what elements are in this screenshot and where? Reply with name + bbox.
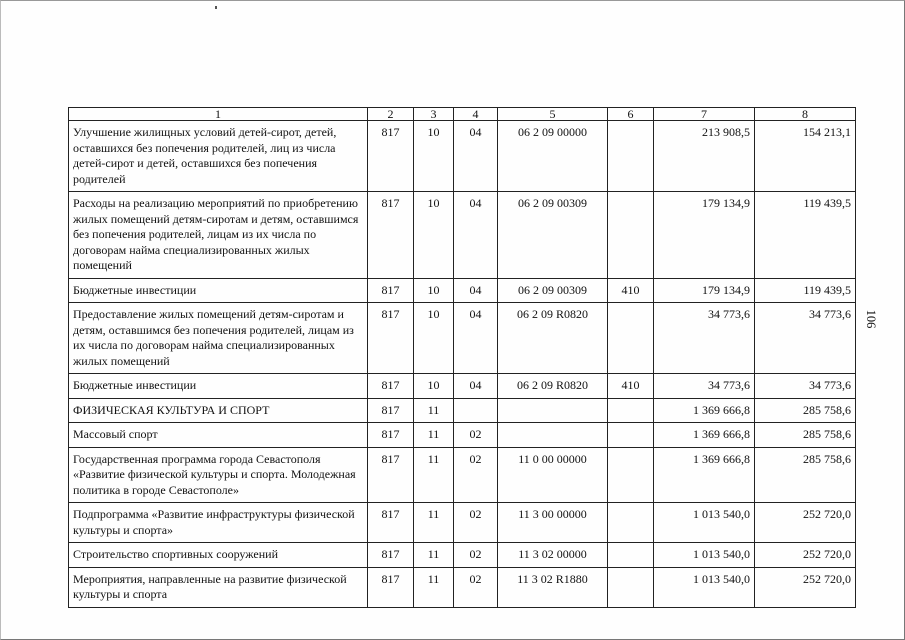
row-ministry-code: 817 — [368, 543, 414, 568]
row-expense-type — [608, 567, 654, 607]
row-expense-type — [608, 192, 654, 279]
table-row — [69, 423, 856, 448]
page-number: 106 — [864, 309, 878, 329]
row-subsection: 02 — [454, 543, 498, 568]
table-row — [69, 121, 856, 192]
row-name: Подпрограмма «Развитие инфраструктуры физической культуры и спорта» — [69, 503, 368, 543]
row-amount-1: 1 369 666,8 — [654, 398, 755, 423]
row-amount-1: 1 013 540,0 — [654, 543, 755, 568]
row-target-article — [498, 423, 608, 448]
row-name: Государственная программа города Севастополя «Развитие физической культуры и спорта. Молодежная политика в городе Севастополе» — [69, 447, 368, 503]
header-row — [69, 108, 856, 121]
table-row — [69, 303, 856, 374]
row-section: 10 — [414, 192, 454, 279]
table-row — [69, 567, 856, 607]
header-col-6: 6 — [608, 108, 654, 121]
header-col-4: 4 — [454, 108, 498, 121]
row-expense-type — [608, 121, 654, 192]
row-amount-2: 252 720,0 — [755, 567, 856, 607]
table-row — [69, 374, 856, 399]
row-name: Бюджетные инвестиции — [69, 278, 368, 303]
row-target-article: 11 3 02 R1880 — [498, 567, 608, 607]
row-amount-2: 34 773,6 — [755, 303, 856, 374]
table-body — [69, 121, 856, 608]
header-col-1: 1 — [69, 108, 368, 121]
row-subsection — [454, 398, 498, 423]
row-subsection: 02 — [454, 567, 498, 607]
header-col-2: 2 — [368, 108, 414, 121]
row-subsection: 04 — [454, 303, 498, 374]
budget-table — [68, 107, 856, 608]
row-target-article — [498, 398, 608, 423]
table-row — [69, 503, 856, 543]
table-row — [69, 447, 856, 503]
header-col-8: 8 — [755, 108, 856, 121]
row-amount-2: 252 720,0 — [755, 503, 856, 543]
row-amount-2: 252 720,0 — [755, 543, 856, 568]
row-subsection: 02 — [454, 447, 498, 503]
row-amount-1: 34 773,6 — [654, 303, 755, 374]
row-ministry-code: 817 — [368, 303, 414, 374]
row-name: ФИЗИЧЕСКАЯ КУЛЬТУРА И СПОРТ — [69, 398, 368, 423]
row-amount-1: 179 134,9 — [654, 192, 755, 279]
row-amount-1: 213 908,5 — [654, 121, 755, 192]
row-section: 11 — [414, 447, 454, 503]
row-expense-type — [608, 303, 654, 374]
row-target-article: 06 2 09 00309 — [498, 278, 608, 303]
row-amount-1: 1 369 666,8 — [654, 447, 755, 503]
row-section: 10 — [414, 121, 454, 192]
row-ministry-code: 817 — [368, 121, 414, 192]
row-target-article: 06 2 09 R0820 — [498, 303, 608, 374]
header-col-7: 7 — [654, 108, 755, 121]
row-amount-2: 119 439,5 — [755, 278, 856, 303]
row-name: Мероприятия, направленные на развитие физической культуры и спорта — [69, 567, 368, 607]
row-ministry-code: 817 — [368, 398, 414, 423]
header-col-3: 3 — [414, 108, 454, 121]
row-ministry-code: 817 — [368, 423, 414, 448]
row-name: Бюджетные инвестиции — [69, 374, 368, 399]
row-name: Улучшение жилищных условий детей-сирот, детей, оставшихся без попечения родителей, лиц из числа детей-сирот и детей, оставшихся без попечения родителей — [69, 121, 368, 192]
header-col-5: 5 — [498, 108, 608, 121]
row-ministry-code: 817 — [368, 503, 414, 543]
row-expense-type — [608, 447, 654, 503]
row-subsection: 04 — [454, 192, 498, 279]
row-target-article: 06 2 09 R0820 — [498, 374, 608, 399]
row-amount-1: 179 134,9 — [654, 278, 755, 303]
row-subsection: 04 — [454, 278, 498, 303]
row-amount-2: 34 773,6 — [755, 374, 856, 399]
row-amount-2: 285 758,6 — [755, 447, 856, 503]
row-name: Строительство спортивных сооружений — [69, 543, 368, 568]
row-amount-2: 285 758,6 — [755, 398, 856, 423]
table-row — [69, 398, 856, 423]
row-section: 11 — [414, 503, 454, 543]
row-target-article: 11 3 00 00000 — [498, 503, 608, 543]
table-row — [69, 278, 856, 303]
row-expense-type — [608, 398, 654, 423]
row-section: 10 — [414, 303, 454, 374]
row-name: Массовый спорт — [69, 423, 368, 448]
row-amount-1: 1 369 666,8 — [654, 423, 755, 448]
row-target-article: 11 0 00 00000 — [498, 447, 608, 503]
row-ministry-code: 817 — [368, 278, 414, 303]
row-name: Расходы на реализацию мероприятий по приобретению жилых помещений детям-сиротам и детям, оставшимся без попечения родителей, лицам из их числа по договорам найма специализированных жилых помещений — [69, 192, 368, 279]
row-ministry-code: 817 — [368, 567, 414, 607]
row-target-article: 06 2 09 00000 — [498, 121, 608, 192]
row-section: 11 — [414, 398, 454, 423]
row-amount-2: 285 758,6 — [755, 423, 856, 448]
row-amount-2: 154 213,1 — [755, 121, 856, 192]
row-section: 11 — [414, 543, 454, 568]
row-ministry-code: 817 — [368, 447, 414, 503]
row-subsection: 02 — [454, 503, 498, 543]
row-section: 11 — [414, 567, 454, 607]
row-expense-type: 410 — [608, 278, 654, 303]
row-expense-type — [608, 543, 654, 568]
row-section: 10 — [414, 374, 454, 399]
row-name: Предоставление жилых помещений детям-сиротам и детям, оставшимся без попечения родителей, лицам из их числа по договорам найма специализированных жилых помещений — [69, 303, 368, 374]
scan-speck — [215, 6, 217, 9]
row-section: 10 — [414, 278, 454, 303]
row-amount-1: 1 013 540,0 — [654, 503, 755, 543]
row-target-article: 06 2 09 00309 — [498, 192, 608, 279]
row-expense-type: 410 — [608, 374, 654, 399]
row-amount-1: 1 013 540,0 — [654, 567, 755, 607]
row-expense-type — [608, 423, 654, 448]
row-section: 11 — [414, 423, 454, 448]
row-ministry-code: 817 — [368, 192, 414, 279]
table-row — [69, 543, 856, 568]
table-header — [69, 108, 856, 121]
row-subsection: 04 — [454, 374, 498, 399]
row-amount-1: 34 773,6 — [654, 374, 755, 399]
row-ministry-code: 817 — [368, 374, 414, 399]
row-target-article: 11 3 02 00000 — [498, 543, 608, 568]
row-subsection: 04 — [454, 121, 498, 192]
table-row — [69, 192, 856, 279]
row-subsection: 02 — [454, 423, 498, 448]
row-amount-2: 119 439,5 — [755, 192, 856, 279]
row-expense-type — [608, 503, 654, 543]
